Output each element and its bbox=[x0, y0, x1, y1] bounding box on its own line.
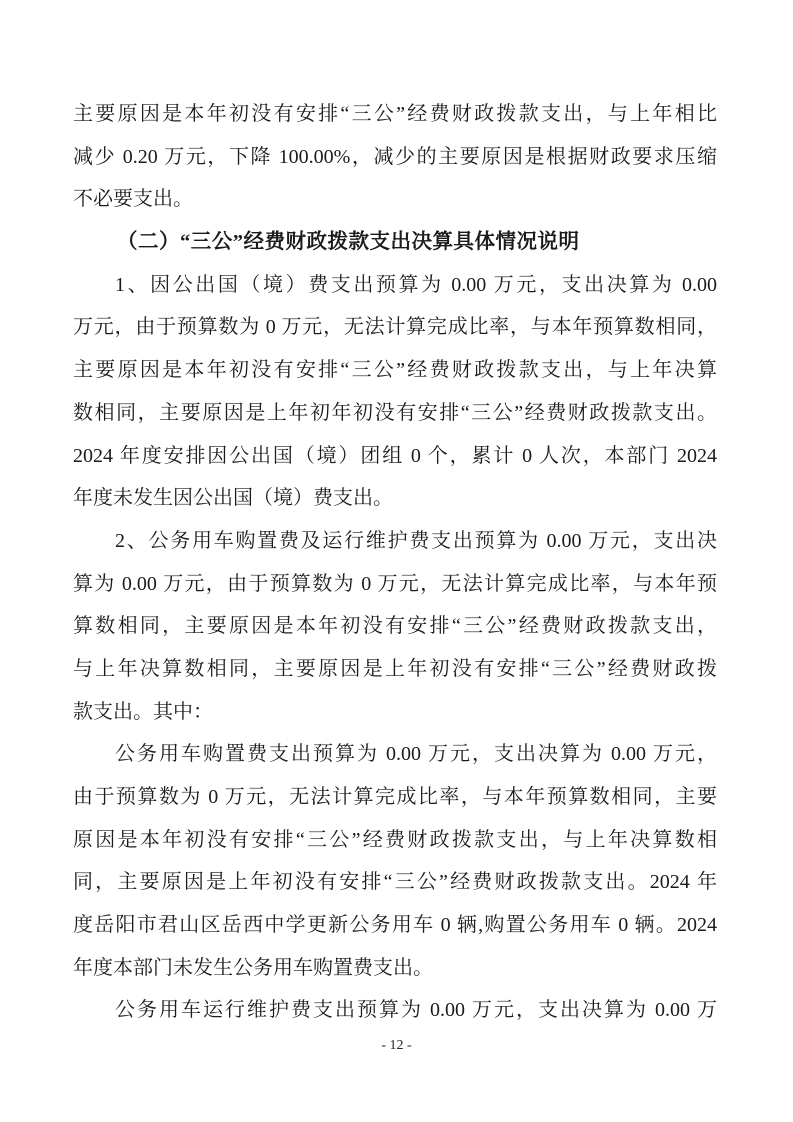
section-heading: （二）“三公”经费财政拨款支出决算具体情况说明 bbox=[117, 231, 580, 254]
text-line: 公务用车购置费支出预算为 0.00 万元，支出决算为 0.00 万元， bbox=[115, 743, 717, 766]
text-line: 公务用车运行维护费支出预算为 0.00 万元，支出决算为 0.00 万 bbox=[115, 999, 717, 1022]
text-line: 1、因公出国（境）费支出预算为 0.00 万元，支出决算为 0.00 bbox=[115, 273, 717, 296]
page-number: - 12 - bbox=[381, 1038, 412, 1053]
text-line: 由于预算数为 0 万元，无法计算完成比率，与本年预算数相同，主要 bbox=[73, 786, 717, 808]
text-line: 主要原因是本年初没有安排“三公”经费财政拨款支出，与上年决算 bbox=[73, 359, 717, 382]
paragraph bbox=[73, 264, 717, 520]
document-body bbox=[73, 93, 717, 1032]
text-line: 算数相同，主要原因是本年初没有安排“三公”经费财政拨款支出， bbox=[73, 615, 717, 638]
page-footer bbox=[0, 1037, 793, 1055]
text-line: 减少 0.20 万元，下降 100.00%，减少的主要原因是根据财政要求压缩 bbox=[73, 145, 717, 168]
text-line: 年度未发生因公出国（境）费支出。 bbox=[73, 487, 393, 510]
text-line: 年度本部门未发生公务用车购置费支出。 bbox=[73, 956, 433, 979]
text-line: 算为 0.00 万元，由于预算数为 0 万元，无法计算完成比率，与本年预 bbox=[73, 572, 717, 595]
paragraph bbox=[73, 520, 717, 733]
text-line: 与上年决算数相同，主要原因是上年初没有安排“三公”经费财政拨 bbox=[73, 657, 717, 680]
text-line: 款支出。其中： bbox=[73, 700, 213, 723]
text-line: 不必要支出。 bbox=[73, 188, 193, 211]
paragraph bbox=[73, 989, 717, 1032]
text-line: 主要原因是本年初没有安排“三公”经费财政拨款支出，与上年相比 bbox=[73, 103, 717, 125]
text-line: 数相同，主要原因是上年初年初没有安排“三公”经费财政拨款支出。 bbox=[73, 401, 717, 424]
paragraph bbox=[73, 93, 717, 221]
text-line: 2、公务用车购置费及运行维护费支出预算为 0.00 万元，支出决 bbox=[115, 529, 717, 552]
paragraph bbox=[73, 733, 717, 989]
text-line: 万元，由于预算数为 0 万元，无法计算完成比率，与本年预算数相同， bbox=[73, 316, 717, 339]
text-line: 原因是本年初没有安排“三公”经费财政拨款支出，与上年决算数相 bbox=[73, 828, 717, 851]
text-line: 2024 年度安排因公出国（境）团组 0 个，累计 0 人次，本部门 2024 bbox=[73, 444, 717, 467]
text-line: 同，主要原因是上年初没有安排“三公”经费财政拨款支出。2024 年 bbox=[73, 871, 717, 894]
text-line: 度岳阳市君山区岳西中学更新公务用车 0 辆,购置公务用车 0 辆。2024 bbox=[73, 914, 717, 937]
